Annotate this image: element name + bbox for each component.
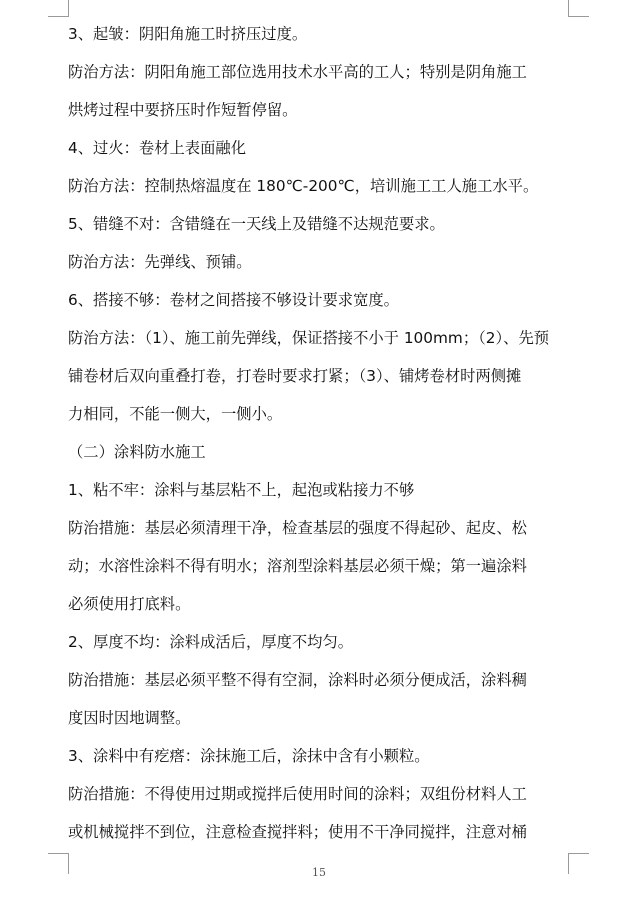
paragraph-line: 防治方法：（1）、施工前先弹线，保证搭接不小于 100mm；（2）、先预: [68, 329, 550, 347]
section-heading-coating-waterproofing: （二）涂料防水施工: [68, 443, 206, 461]
page-number: 15: [312, 866, 326, 879]
paragraph-line: 力相同，不能一侧大，一侧小。: [68, 405, 283, 423]
paragraph-line: 或机械搅拌不到位，注意检查搅拌料；使用不干净同搅拌，注意对桶: [68, 823, 527, 841]
paragraph-line: 防治方法：先弹线、预铺。: [68, 253, 252, 271]
heading-uneven-thickness: 2、厚度不均：涂料成活后，厚度不均匀。: [68, 633, 354, 651]
paragraph-line: 防治方法：阴阳角施工部位选用技术水平高的工人；特别是阴角施工: [68, 63, 527, 81]
paragraph-line: 动；水溶性涂料不得有明水；溶剂型涂料基层必须干燥；第一遍涂料: [68, 557, 527, 575]
paragraph-line: 烘烤过程中要挤压时作短暂停留。: [68, 101, 298, 119]
paragraph-line: 铺卷材后双向重叠打卷，打卷时要求打紧；（3）、铺烤卷材时两侧摊: [68, 367, 522, 385]
paragraph-line: 度因时因地调整。: [68, 709, 191, 727]
document-body: [68, 21, 572, 857]
paragraph-line: 必须使用打底料。: [68, 595, 191, 613]
paragraph-line: 防治措施：基层必须清理干净，检查基层的强度不得起砂、起皮、松: [68, 519, 527, 537]
heading-insufficient-overlap: 6、搭接不够：卷材之间搭接不够设计要求宽度。: [68, 291, 399, 309]
heading-lumps-in-coating: 3、涂料中有疙瘩：涂抹施工后，涂抹中含有小颗粒。: [68, 747, 430, 765]
heading-wrinkling: 3、起皱：阴阳角施工时挤压过度。: [68, 25, 308, 43]
heading-overheating: 4、过火：卷材上表面融化: [68, 139, 246, 157]
crop-mark-top-right: [568, 0, 589, 17]
heading-poor-adhesion: 1、粘不牢：涂料与基层粘不上，起泡或粘接力不够: [68, 481, 415, 499]
paragraph-line: 防治措施：不得使用过期或搅拌后使用时间的涂料；双组份材料人工: [68, 785, 527, 803]
heading-misaligned-seams: 5、错缝不对：含错缝在一天线上及错缝不达规范要求。: [68, 215, 445, 233]
paragraph-line: 防治方法：控制热熔温度在 180℃-200℃，培训施工工人施工水平。: [68, 177, 539, 195]
paragraph-line: 防治措施：基层必须平整不得有空洞，涂料时必须分便成活，涂料稠: [68, 671, 527, 689]
crop-mark-top-left: [48, 0, 69, 17]
